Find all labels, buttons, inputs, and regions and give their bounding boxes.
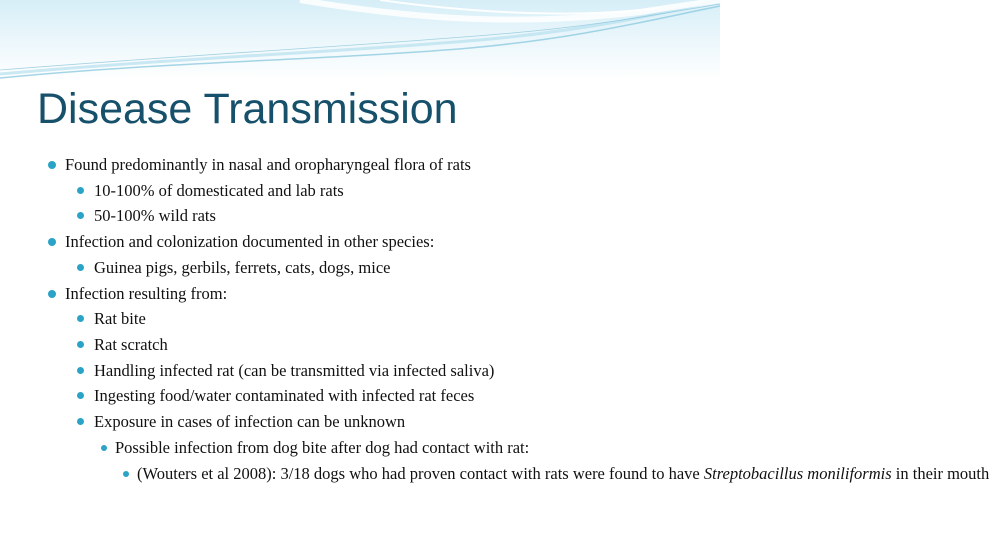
bullet-dot-icon — [77, 341, 84, 348]
bullet-dot-icon — [77, 367, 84, 374]
bullet-item — [137, 463, 989, 485]
bullet-dot-icon — [48, 290, 56, 298]
bullet-item — [94, 309, 720, 330]
bullet-text: Infection resulting from: — [65, 283, 228, 303]
bullet-dot-icon — [77, 187, 84, 194]
bullet-item — [94, 386, 720, 407]
bullet-text: Handling infected rat (can be transmitted via infected saliva) — [94, 360, 495, 380]
bullet-dot-icon — [48, 161, 56, 169]
bullet-text: Rat bite — [94, 309, 146, 329]
bullet-text: Rat scratch — [94, 335, 168, 355]
bullet-text-segment: in their mouth — [891, 463, 989, 483]
bullet-item — [94, 181, 720, 202]
bullet-item — [115, 438, 720, 459]
swoosh-decoration-icon — [0, 0, 720, 80]
bullet-dot-icon — [77, 418, 84, 425]
bullet-dot-icon — [77, 392, 84, 399]
bullet-item — [65, 284, 720, 305]
bullet-item — [94, 206, 720, 227]
bullet-item — [94, 361, 720, 382]
bullet-list — [0, 155, 989, 484]
bullet-text-line2 — [573, 464, 989, 485]
bullet-text: Exposure in cases of infection can be unknown — [94, 412, 406, 432]
bullet-dot-icon — [101, 445, 107, 451]
bullet-text-line1: (Wouters et al 2008): 3/18 dogs who had proven contact with rats — [137, 463, 569, 483]
bullet-text: 10-100% of domesticated and lab rats — [94, 180, 344, 200]
bullet-item — [65, 155, 720, 176]
bullet-dot-icon — [48, 238, 56, 246]
bullet-item — [94, 258, 720, 279]
bullet-text: Possible infection from dog bite after dog had contact with rat: — [115, 437, 530, 457]
bullet-item — [94, 335, 720, 356]
bullet-dot-icon — [77, 264, 84, 271]
slide-title: Disease Transmission — [37, 85, 458, 133]
bullet-dot-icon — [123, 471, 129, 477]
bullet-text: 50-100% wild rats — [94, 206, 216, 226]
bullet-dot-icon — [77, 212, 84, 219]
bullet-dot-icon — [77, 315, 84, 322]
species-name: Streptobacillus moniliformis — [703, 463, 892, 483]
bullet-item — [94, 412, 720, 433]
bullet-text: Ingesting food/water contaminated with infected rat feces — [94, 386, 475, 406]
bullet-text: Found predominantly in nasal and oropharyngeal flora of rats — [65, 155, 471, 174]
header-decoration — [0, 0, 720, 80]
bullet-text: Guinea pigs, gerbils, ferrets, cats, dogs, mice — [94, 257, 391, 277]
bullet-item — [65, 232, 720, 253]
bullet-text-segment: were found to have — [572, 463, 704, 483]
bullet-text: Infection and colonization documented in other species: — [65, 232, 435, 252]
